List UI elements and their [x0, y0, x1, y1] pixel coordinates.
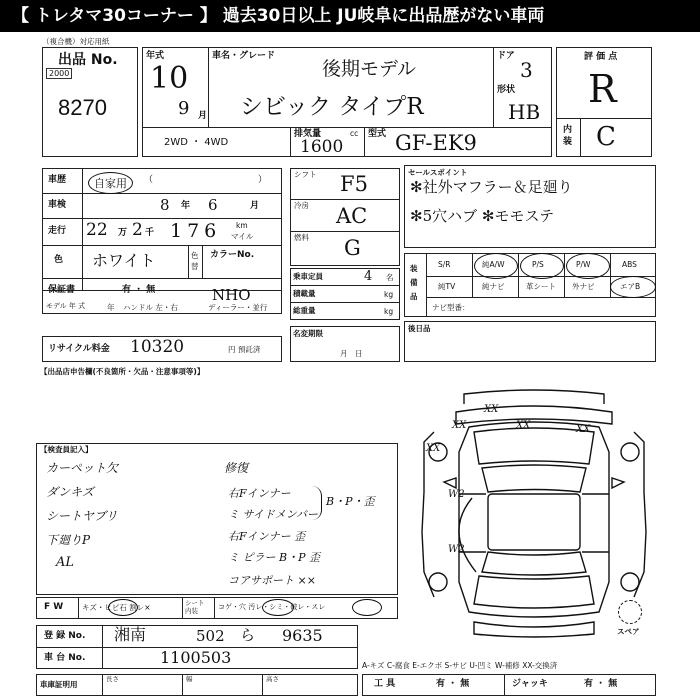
km-unit: km: [236, 221, 248, 230]
model-year-unit: 年: [107, 303, 115, 312]
damage-mark-2: XX: [484, 404, 499, 415]
seat-label: シート 内装: [185, 599, 205, 615]
bracket-note: B・P・歪: [326, 495, 375, 508]
fuel-label: 燃料: [294, 233, 309, 242]
history-value: 自家用: [88, 172, 133, 194]
color-change-label: 色替: [191, 251, 199, 271]
damage-mark-4: XX: [426, 443, 441, 454]
shift-label: シフト: [294, 170, 317, 179]
equip-tv: 純TV: [438, 282, 456, 291]
circle-alloy-wheel: [474, 253, 518, 279]
capacity-unit: 名: [386, 273, 394, 282]
declaration-label: 【出品店申告欄(不良箇所・欠品・注意事項等)】: [40, 367, 205, 376]
history-label: 車歴: [48, 175, 67, 185]
color-label: 色: [54, 255, 64, 265]
circle-power-steering: [520, 253, 564, 279]
auction-banner: 【 トレタマ30コーナー 】 過去30日以上 JU岐阜に出品歴がない車両: [0, 0, 700, 32]
sales-point-1: ✻社外マフラー＆足廻り: [410, 178, 573, 196]
displacement-value: 1600: [300, 137, 344, 157]
garage-cert-label: 車庫証明用: [40, 680, 78, 689]
equip-sunroof: S/R: [438, 260, 451, 269]
inspector-note-3: シートヤブリ: [46, 509, 118, 523]
damage-mark-7: W2: [448, 544, 465, 555]
model-year-label: モデル 年 式: [46, 302, 86, 310]
shape-label: 形状: [497, 85, 516, 95]
mileage-label: 走行: [48, 226, 67, 236]
score-value: R: [588, 67, 617, 111]
repair-note-1: 修復: [224, 461, 249, 475]
after-items-label: 後日品: [408, 324, 431, 333]
cc-unit: cc: [350, 129, 359, 138]
spare-label: スペア: [617, 627, 640, 636]
damage-mark-5: XX: [576, 424, 591, 435]
equipment-label: 装備品: [410, 264, 418, 301]
damage-mark-6: W2: [448, 489, 465, 500]
equip-external-navi: 外ナビ: [572, 282, 595, 291]
inspector-note-5: AL: [56, 555, 75, 570]
cert-length-label: 長さ: [106, 675, 119, 683]
form-note: （複合機）対応用紙: [42, 37, 110, 46]
door-value: 3: [520, 58, 533, 82]
grade-line-2: シビック タイプR: [240, 94, 424, 120]
inspection-year-unit: 年: [181, 201, 191, 211]
load-label: 積載量: [293, 289, 316, 298]
model-value: GF-EK9: [395, 131, 477, 155]
repair-note-5: ミ ピラー B・P 歪: [228, 551, 320, 564]
history-paren-close: ）: [258, 175, 268, 185]
grade-line-1: 後期モデル: [322, 58, 417, 80]
door-label: ドア: [497, 51, 515, 61]
circle-chip: [108, 599, 138, 616]
after-items-box: [404, 321, 656, 362]
damage-mark-3: XX: [516, 420, 531, 431]
weight-label: 総重量: [293, 306, 316, 315]
mileage-tens-thousands: 22: [86, 220, 108, 240]
damage-legend: A-キズ C-腐食 E-エクボ S-サビ U-凹ミ W-補修 XX-交換済: [362, 661, 558, 670]
history-paren-open: （: [144, 175, 154, 185]
inspector-label: 【検査員記入】: [40, 445, 93, 454]
color-no-value: NHO: [212, 286, 251, 304]
jack-label: ジャッキ: [512, 679, 548, 689]
navi-label: ナビ型番：: [432, 303, 470, 312]
equip-abs: ABS: [622, 260, 637, 269]
recycle-value: 10320: [130, 337, 185, 357]
fw-value: キズ・ヒビ石 割レ×: [82, 603, 151, 612]
circle-stain: [262, 599, 294, 616]
equip-power-steering: P/S: [532, 260, 544, 269]
repair-bracket: [312, 486, 322, 520]
fw-label: F W: [44, 602, 64, 612]
equip-navi: 純ナビ: [482, 282, 505, 291]
cert-height-label: 高さ: [266, 675, 279, 683]
cert-width-label: 幅: [186, 675, 193, 683]
lot-label: 出品 No.: [58, 52, 118, 68]
load-unit: kg: [384, 290, 394, 299]
registration-label: 登 録 No.: [44, 631, 86, 641]
name-label: 車名・グレード: [212, 51, 276, 61]
model-label: 型式: [368, 129, 387, 139]
man-unit: 万: [118, 228, 128, 238]
drive-type: 2WD ・ 4WD: [164, 137, 229, 148]
date-stamp: 2000: [46, 68, 72, 79]
registration-class: 502: [196, 627, 225, 645]
registration-region: 湘南: [114, 625, 147, 644]
sen-unit: 千: [145, 228, 155, 238]
sales-label: セールスポイント: [408, 168, 468, 177]
garage-cert-box: [36, 674, 358, 696]
equip-airbag: エアB: [620, 282, 641, 291]
inspection-month-unit: 月: [250, 201, 260, 211]
score-label: 評 価 点: [584, 52, 618, 62]
shape-value: HB: [508, 100, 541, 124]
shift-value: F5: [340, 172, 368, 196]
inspection-month: 6: [208, 196, 218, 214]
interior-label: 内装: [563, 125, 573, 147]
fuel-value: G: [344, 236, 361, 260]
equip-power-window: P/W: [576, 260, 591, 269]
month-value: 9: [178, 98, 190, 119]
weight-unit: kg: [384, 307, 394, 316]
inspector-note-4: 下廻りP: [46, 533, 91, 547]
color-value: ホワイト: [92, 251, 156, 270]
warranty-value: 有 ・ 無: [122, 285, 156, 295]
circle-power-window: [566, 253, 610, 279]
mileage-thousands: 2: [132, 220, 143, 240]
ac-label: 冷房: [294, 201, 309, 210]
chassis-label: 車 台 No.: [44, 653, 86, 663]
repair-note-2: 右Fインナー: [228, 487, 291, 500]
lot-number: 8270: [58, 95, 107, 120]
interior-value: C: [596, 122, 616, 152]
tools-value: 有 ・ 無: [436, 679, 470, 689]
equip-leather: 革シート: [526, 282, 556, 291]
repair-note-6: コアサポート ××: [228, 574, 316, 587]
transfer-unit: 月 日: [340, 349, 363, 358]
mileage-hundreds: 176: [170, 220, 222, 242]
seat-value: コゲ・穴 汚レ・シミ・破レ・スレ: [218, 603, 326, 611]
inspection-year: 8: [160, 196, 170, 214]
recycle-label: リサイクル料金: [48, 344, 110, 354]
transfer-label: 名変期限: [293, 329, 323, 338]
dealer-label: ディーラー・並行: [208, 303, 268, 312]
year-value: 10: [150, 61, 189, 96]
registration-number: 9635: [282, 626, 323, 645]
year-label: 年式: [146, 51, 165, 61]
equip-alloy-wheel: 純A/W: [482, 260, 505, 269]
warranty-label: 保証書: [48, 285, 76, 295]
recycle-unit: 円 預託済: [228, 345, 261, 354]
damage-mark-1: XX: [452, 420, 467, 431]
circle-airbag: [610, 276, 656, 298]
repair-note-4: 右Fインナー 歪: [228, 530, 306, 543]
registration-kana: ら: [240, 626, 256, 644]
color-no-label: カラーNo.: [210, 250, 255, 260]
mile-unit: マイル: [231, 232, 254, 241]
circle-wear: [352, 599, 382, 616]
tools-label: 工 具: [374, 679, 396, 689]
inspection-label: 車検: [48, 200, 67, 210]
inspector-note-2: ダンキズ: [46, 485, 94, 499]
spare-tire-icon: [618, 600, 642, 624]
chassis-number: 1100503: [160, 648, 232, 667]
inspector-note-1: カーペット欠: [46, 461, 119, 475]
handle-label: ハンドル 左・右: [123, 303, 178, 312]
sales-point-2: ✻5穴ハブ ✻モモステ: [410, 207, 555, 225]
month-unit: 月: [198, 111, 208, 121]
ac-value: AC: [336, 204, 368, 228]
displacement-label: 排気量: [294, 129, 322, 139]
repair-note-3: ミ サイドメンバー: [228, 508, 318, 521]
capacity-value: 4: [364, 269, 373, 284]
capacity-label: 乗車定員: [293, 272, 323, 281]
jack-value: 有 ・ 無: [584, 679, 618, 689]
